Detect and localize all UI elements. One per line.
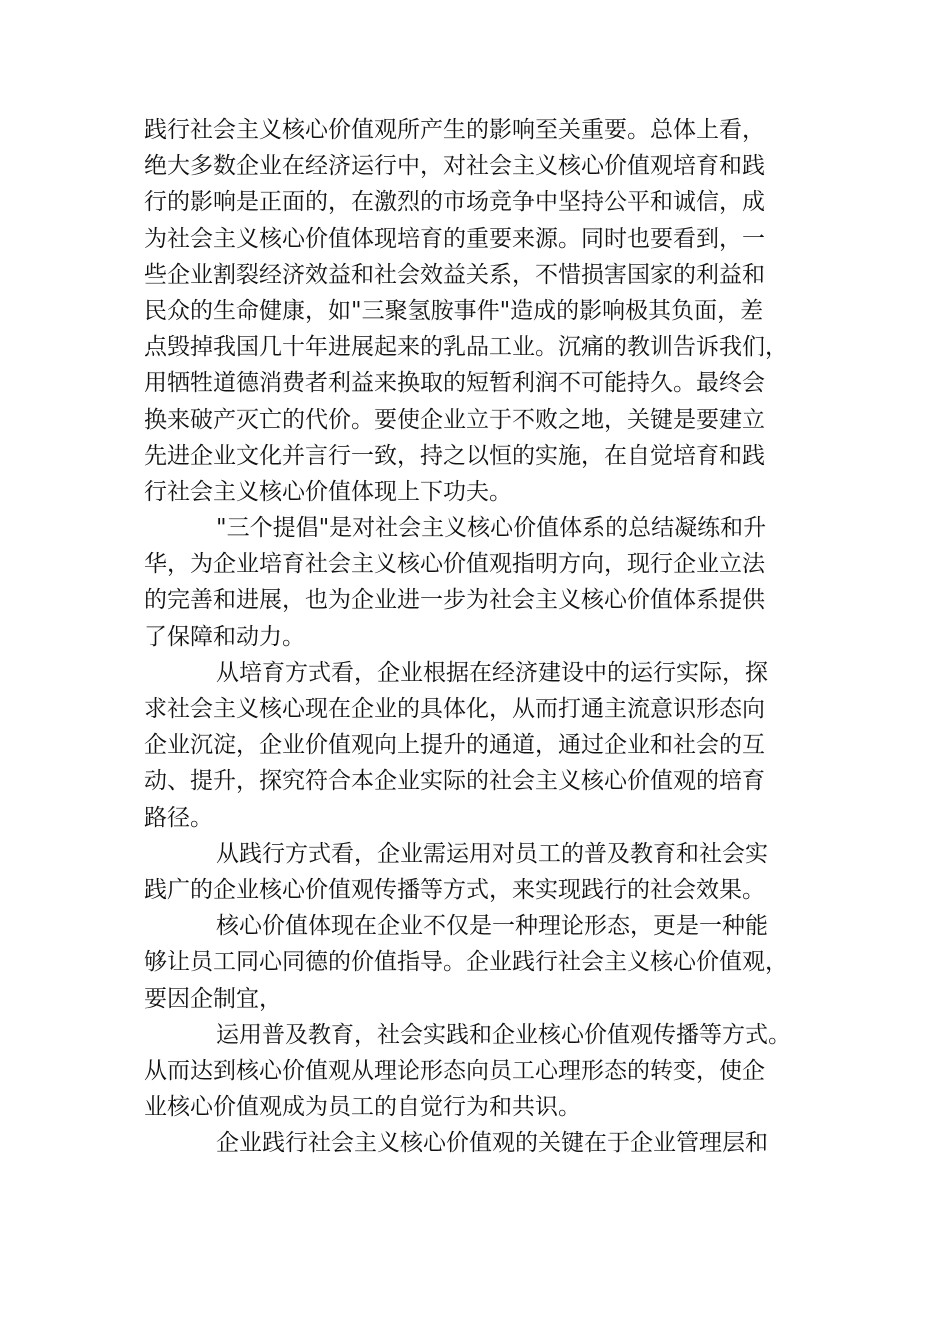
text-line: 用牺牲道德消费者利益来换取的短暂利润不可能持久。最终会 <box>144 370 765 397</box>
paragraph-first-line: 核心价值体现在企业不仅是一种理论形态，更是一种能 <box>216 913 768 940</box>
text-line: 点毁掉我国几十年进展起来的乳品工业。沉痛的教训告诉我们， <box>144 334 788 361</box>
text-line: 些企业割裂经济效益和社会效益关系，不惜损害国家的利益和 <box>144 261 765 288</box>
text-line: 路径。 <box>144 804 213 831</box>
text-line: 行社会主义核心价值体现上下功夫。 <box>144 478 512 505</box>
text-line: 从而达到核心价值观从理论形态向员工心理形态的转变，使企 <box>144 1057 765 1084</box>
text-line: 为社会主义核心价值体现培育的重要来源。同时也要看到，一 <box>144 225 765 252</box>
text-line: 的完善和进展，也为企业进一步为社会主义核心价值体系提供 <box>144 587 765 614</box>
paragraph-first-line: 企业践行社会主义核心价值观的关键在于企业管理层和 <box>216 1130 768 1157</box>
text-line: 换来破产灭亡的代价。要使企业立于不败之地，关键是要建立 <box>144 406 765 433</box>
text-line: 践行社会主义核心价值观所产生的影响至关重要。总体上看， <box>144 117 765 143</box>
text-line: 够让员工同心同德的价值指导。企业践行社会主义核心价值观， <box>144 949 788 976</box>
text-line: 求社会主义核心现在企业的具体化，从而打通主流意识形态向 <box>144 696 765 722</box>
text-line: 要因企制宜， <box>144 985 282 1012</box>
text-line: 动、提升，探究符合本企业实际的社会主义核心价值观的培育 <box>144 768 765 795</box>
text-line: 企业沉淀，企业价值观向上提升的通道，通过企业和社会的互 <box>144 732 765 759</box>
text-line: 民众的生命健康，如"三聚氢胺事件"造成的影响极其负面，差 <box>144 297 764 324</box>
paragraph-first-line: 运用普及教育，社会实践和企业核心价值观传播等方式。 <box>216 1021 791 1048</box>
text-line: 业核心价值观成为员工的自觉行为和共识。 <box>144 1094 581 1121</box>
text-line: 绝大多数企业在经济运行中，对社会主义核心价值观培育和践 <box>144 153 765 180</box>
text-line: 了保障和动力。 <box>144 623 305 650</box>
text-line: 行的影响是正面的，在激烈的市场竞争中坚持公平和诚信，成 <box>144 189 765 216</box>
text-line: 华，为企业培育社会主义核心价值观指明方向，现行企业立法 <box>144 551 765 578</box>
paragraph-first-line: "三个提倡"是对社会主义核心价值体系的总结凝练和升 <box>216 515 767 542</box>
text-line: 践广的企业核心价值观传播等方式，来实现践行的社会效果。 <box>144 876 765 903</box>
body-text <box>144 112 824 1161</box>
text-line: 先进企业文化并言行一致，持之以恒的实施，在自觉培育和践 <box>144 442 765 469</box>
paragraph-first-line: 从践行方式看，企业需运用对员工的普及教育和社会实 <box>216 840 768 867</box>
paragraph-first-line: 从培育方式看，企业根据在经济建设中的运行实际，探 <box>216 659 768 686</box>
